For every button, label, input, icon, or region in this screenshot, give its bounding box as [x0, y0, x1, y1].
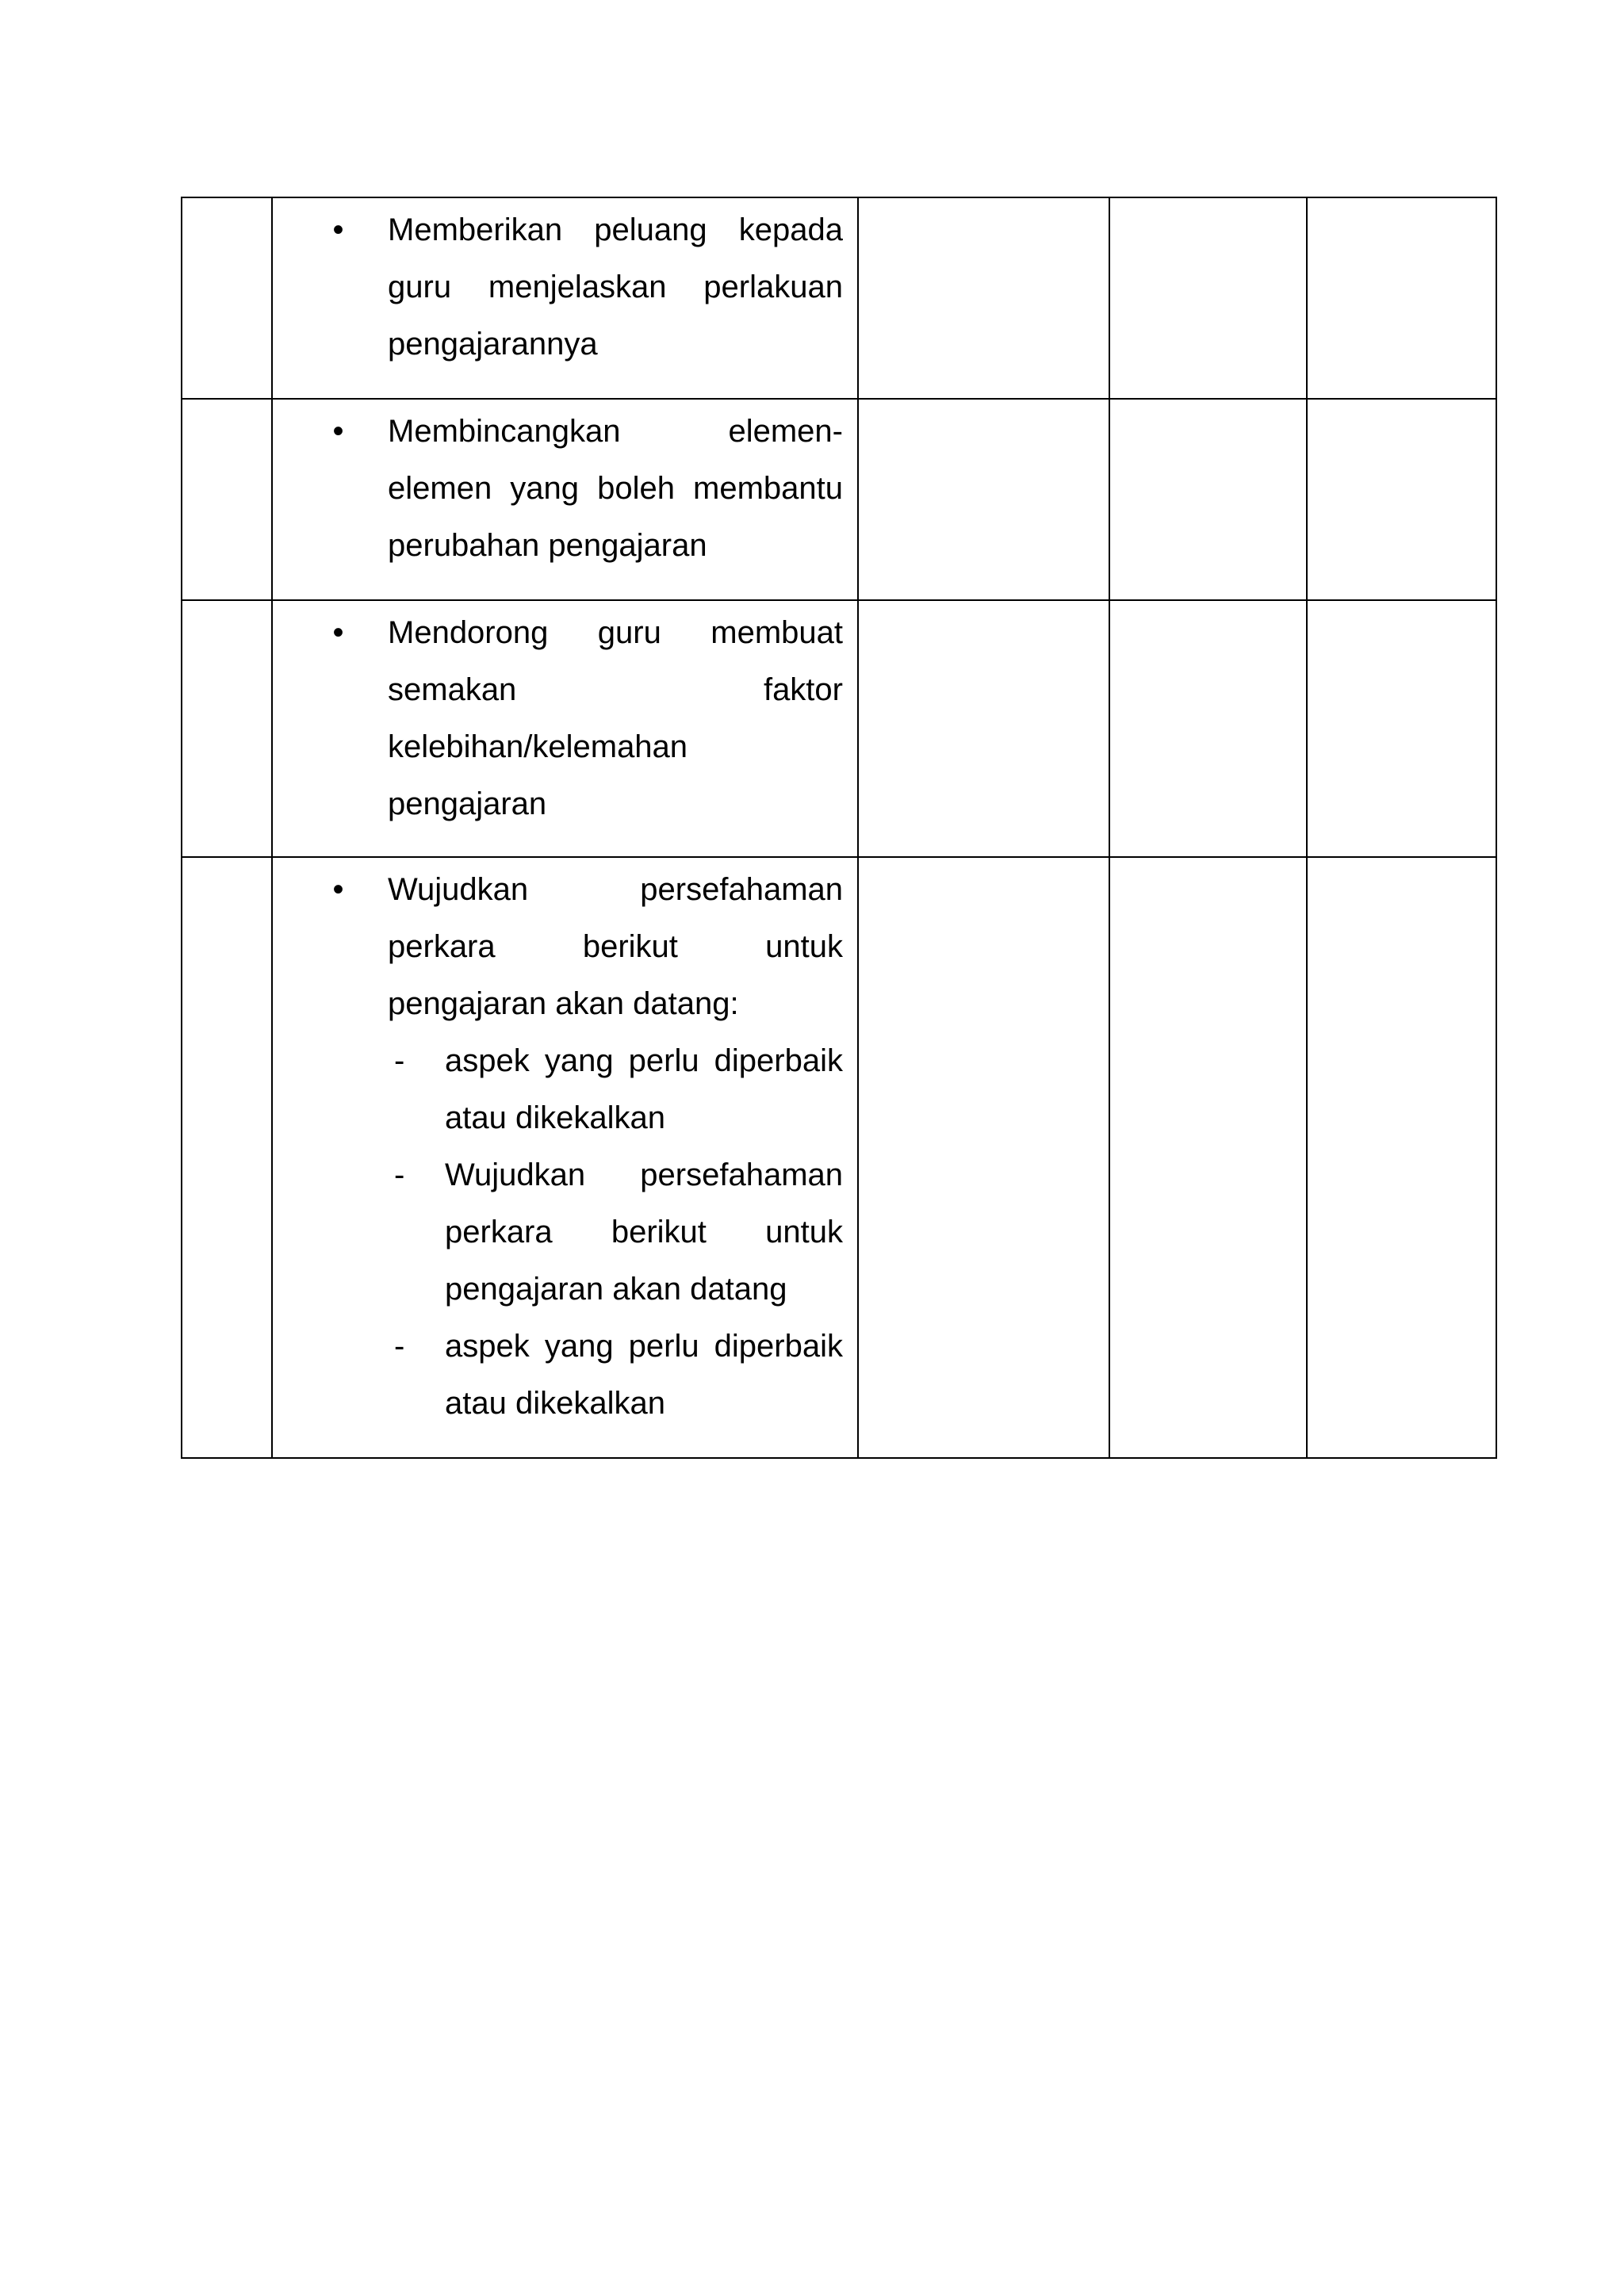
sub-item-text-line: perkara berikut untuk [445, 1215, 843, 1249]
table-row [182, 600, 1496, 857]
table-row [182, 197, 1496, 399]
empty-cell[interactable] [1109, 197, 1307, 399]
number-cell [182, 399, 272, 600]
item-text-line: perubahan pengajaran [388, 528, 707, 563]
item-text-line: Mendorong guru membuat [388, 615, 843, 650]
item-text-line: pengajaran [388, 786, 547, 821]
empty-cell[interactable] [1109, 399, 1307, 600]
sub-item-text-line: Wujudkan persefahaman [445, 1158, 843, 1192]
sub-item-text-line: atau dikekalkan [445, 1386, 665, 1421]
sub-item-text-line: aspek yang perlu diperbaik [445, 1043, 843, 1078]
bullet-icon: • [332, 414, 344, 449]
item-text-line: semakan faktor [388, 672, 843, 707]
list-item [273, 201, 843, 373]
bullet-icon: • [332, 872, 344, 907]
table-row [182, 857, 1496, 1458]
item-cell [272, 857, 858, 1458]
empty-cell[interactable] [858, 399, 1109, 600]
item-text-line: Wujudkan persefahaman [388, 872, 843, 907]
number-cell [182, 857, 272, 1458]
empty-cell[interactable] [1307, 399, 1496, 600]
item-text-line: Memberikan peluang kepada [388, 212, 843, 247]
item-text-line: guru menjelaskan perlakuan [388, 270, 843, 304]
sub-list-item [388, 1032, 843, 1146]
item-text-line: pengajaran akan datang: [388, 986, 739, 1021]
empty-cell[interactable] [1109, 600, 1307, 857]
empty-cell[interactable] [1109, 857, 1307, 1458]
item-text-line: kelebihan/kelemahan [388, 729, 688, 764]
sub-item-text-line: atau dikekalkan [445, 1100, 665, 1135]
item-text-line: elemen yang boleh membantu [388, 471, 843, 506]
bullet-icon: • [332, 212, 344, 247]
item-text-line: Membincangkan elemen- [388, 414, 843, 449]
dash-icon: - [394, 1043, 405, 1078]
item-cell [272, 197, 858, 399]
list-item [273, 861, 843, 1432]
sub-item-text-line: pengajaran akan datang [445, 1272, 787, 1307]
sub-list-item [388, 1146, 843, 1318]
empty-cell[interactable] [858, 857, 1109, 1458]
dash-icon: - [394, 1329, 405, 1364]
sub-list-item [388, 1318, 843, 1432]
empty-cell[interactable] [1307, 857, 1496, 1458]
empty-cell[interactable] [1307, 600, 1496, 857]
number-cell [182, 197, 272, 399]
item-cell [272, 399, 858, 600]
observation-table [181, 197, 1497, 1459]
sub-list [388, 1032, 843, 1432]
item-cell [272, 600, 858, 857]
number-cell [182, 600, 272, 857]
list-item [273, 604, 843, 832]
item-text-line: pengajarannya [388, 327, 598, 362]
empty-cell[interactable] [1307, 197, 1496, 399]
sub-item-text-line: aspek yang perlu diperbaik [445, 1329, 843, 1364]
empty-cell[interactable] [858, 600, 1109, 857]
list-item [273, 403, 843, 574]
dash-icon: - [394, 1158, 405, 1192]
table-row [182, 399, 1496, 600]
empty-cell[interactable] [858, 197, 1109, 399]
bullet-icon: • [332, 615, 344, 650]
item-text-line: perkara berikut untuk [388, 929, 843, 964]
